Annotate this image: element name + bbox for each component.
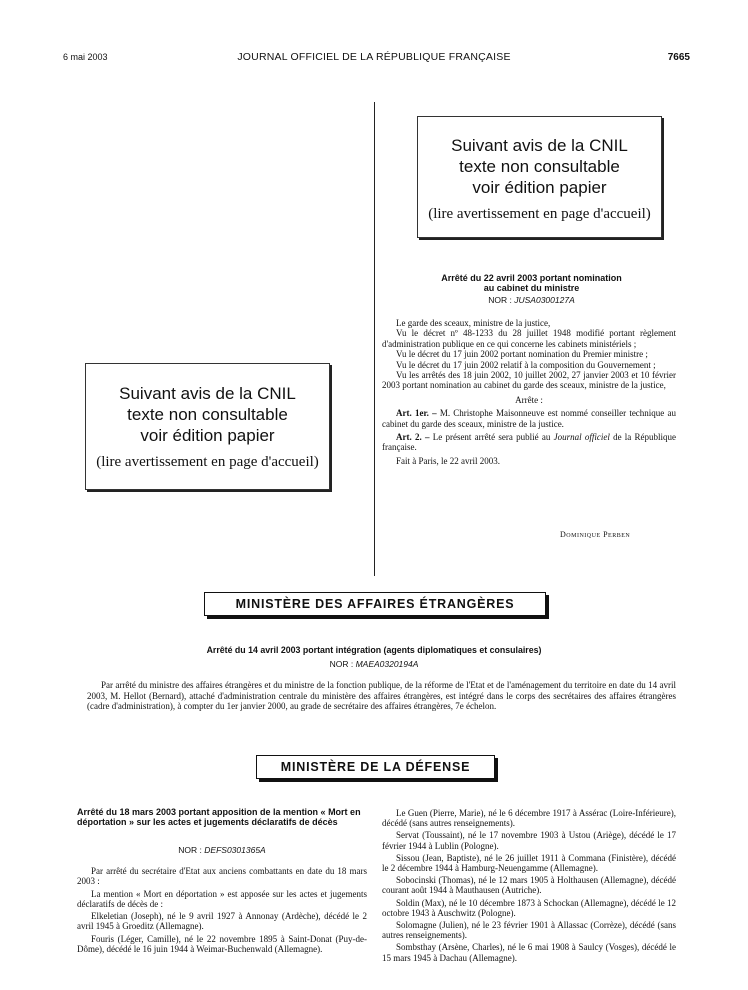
paragraph: Vu les arrêtés des 18 juin 2002, 10 juillet 2002, 27 janvier 2003 et 10 février 2003 portant nomination au cabinet du garde des sceaux, ministre de la justice, [382, 370, 676, 391]
article-1 [382, 408, 676, 429]
nor-label: NOR : [488, 295, 512, 305]
paragraph: Fouris (Léger, Camille), né le 22 novembre 1895 à Saint-Donat (Puy-de-Dôme), décédé le 16 juin 1944 à Weimar-Buchenwald (Allemagne). [77, 933, 367, 955]
cnil-line-1: Suivant avis de la CNIL [119, 384, 296, 403]
paragraph: Le Guen (Pierre, Marie), né le 6 décembre 1917 à Assérac (Loire-Inférieure), décédé (sans autres renseignements). [382, 808, 676, 829]
nor-value: JUSA0300127A [514, 295, 575, 305]
paragraph: Sombsthay (Arsène, Charles), né le 6 mai 1908 à Saulcy (Vosges), décédé le 15 mars 1945 à Dachau (Allemagne). [382, 942, 676, 963]
paragraph: Vu le décret du 17 juin 2002 portant nomination du Premier ministre ; [396, 349, 648, 360]
article-2 [382, 432, 676, 453]
cnil-line-4: (lire avertissement en page d'accueil) [428, 206, 651, 222]
ministry-banner-affaires-etrangeres: MINISTÈRE DES AFFAIRES ÉTRANGÈRES [204, 592, 546, 616]
cnil-notice-box [85, 363, 330, 490]
paragraph: Vu le décret du 17 juin 2002 relatif à la composition du Gouvernement ; [396, 359, 656, 370]
arrete-deportation-body-right [382, 808, 676, 965]
article-2-text-a: Le présent arrêté sera publié au [432, 432, 551, 443]
arrete-cabinet-body [382, 318, 676, 466]
header-date: 6 mai 2003 [63, 52, 108, 62]
paragraph: Elkeletian (Joseph), né le 9 avril 1927 à Annonay (Ardèche), décédé le 2 avril 1945 à Groeditz (Allemagne). [77, 911, 367, 932]
nor-value: MAEA0320194A [355, 659, 419, 669]
arrete-cabinet-title [390, 273, 673, 293]
paragraph: Soldin (Max), né le 10 décembre 1873 à Schockan (Allemagne), décédé le 12 octobre 1943 à Auschwitz (Pologne). [382, 897, 676, 918]
arrete-deportation-nor [77, 845, 367, 855]
arrete-heading: Arrête : [515, 394, 543, 405]
arrete-deportation-title: Arrêté du 18 mars 2003 portant apposition de la mention « Mort en déportation » sur les actes et jugements déclaratifs de décès [77, 807, 361, 827]
nor-label: NOR : [329, 659, 354, 669]
paragraph: Vu le décret nº 48-1233 du 28 juillet 1948 modifié portant règlement d'administration publique en ce qui concerne les cabinets ministériels ; [382, 328, 676, 349]
nor-label: NOR : [178, 845, 202, 855]
nor-value: DEFS0301365A [204, 845, 266, 855]
cnil-line-3: voir édition papier [472, 178, 607, 197]
paragraph: La mention « Mort en déportation » est apposée sur les actes et jugements déclaratifs de décès de : [77, 888, 367, 909]
column-divider [374, 102, 375, 576]
cnil-line-1: Suivant avis de la CNIL [451, 136, 628, 155]
paragraph: Servat (Toussaint), né le 17 novembre 1903 à Ustou (Ariège), décédé le 17 février 1944 à Lublin (Pologne). [382, 830, 676, 851]
article-2-text-b: de la République française. [382, 432, 677, 453]
paragraph: Par arrêté du secrétaire d'Etat aux anciens combattants en date du 18 mars 2003 : [77, 866, 367, 887]
page-number: 7665 [667, 52, 690, 63]
arrete-integration-title: Arrêté du 14 avril 2003 portant intégration (agents diplomatiques et consulaires) [206, 645, 542, 655]
article-1-label: Art. 1er. – [396, 408, 437, 419]
cnil-line-3: voir édition papier [140, 426, 275, 445]
cnil-line-2: texte non consultable [459, 157, 620, 176]
article-2-label: Art. 2. – [396, 432, 430, 443]
article-1-text: M. Christophe Maisonneuve est nommé conseiller technique au cabinet du garde des sceaux, ministre de la justice. [382, 408, 677, 429]
article-2-journal: Journal officiel [553, 432, 610, 443]
arrete-integration-body: Par arrêté du ministre des affaires étrangères et du ministre de la fonction publique, de la réforme de l'Etat et de l'aménagement du territoire en date du 14 avril 2003, M. Hellot (Bernard), attaché d'administration centrale du ministère des affaires étrangères, est intégré dans le corps des secrétaires des affaires étrangères (cadre d'administration), à compter du 1er janvier 2000, au grade de secrétaire des affaires étrangères, 7e échelon. [87, 680, 676, 711]
paragraph: Sobocinski (Thomas), né le 12 mars 1905 à Holthausen (Allemagne), décédé courant août 1944 à Mauthausen (Autriche). [382, 875, 676, 896]
cnil-notice-box [417, 116, 662, 238]
paragraph: Sissou (Jean, Baptiste), né le 26 juillet 1911 à Commana (Finistère), décédé le 2 décembre 1944 à Hamburg-Neuengamme (Allemagne). [382, 852, 676, 874]
journal-title: JOURNAL OFFICIEL DE LA RÉPUBLIQUE FRANÇAISE [237, 51, 511, 63]
fait-a-paris: Fait à Paris, le 22 avril 2003. [396, 455, 500, 466]
arrete-integration-nor [0, 659, 748, 669]
cnil-line-2: texte non consultable [127, 405, 288, 424]
arrete-cabinet-title-line-1: Arrêté du 22 avril 2003 portant nomination [441, 273, 622, 283]
paragraph: Le garde des sceaux, ministre de la justice, [396, 318, 551, 328]
arrete-deportation-body-left [77, 866, 367, 956]
arrete-cabinet-nor [390, 295, 673, 305]
arrete-cabinet-title-line-2: au cabinet du ministre [483, 283, 580, 293]
paragraph: Solomagne (Julien), né le 23 février 1901 à Allassac (Corrèze), décédé (sans autres renseignements). [382, 920, 676, 941]
ministry-banner-defense: MINISTÈRE DE LA DÉFENSE [256, 755, 495, 779]
cnil-line-4: (lire avertissement en page d'accueil) [96, 454, 319, 470]
signature: Dominique Perben [560, 530, 631, 539]
